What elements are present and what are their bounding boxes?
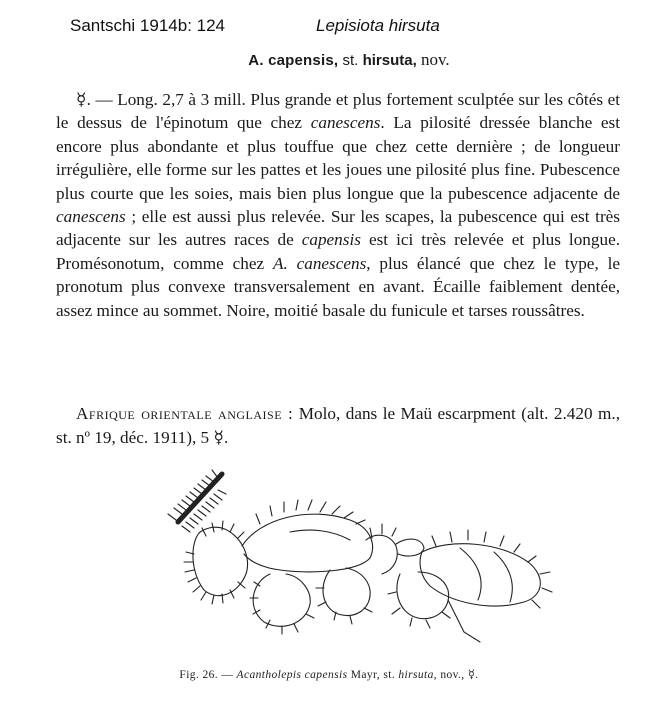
figure-species: Acantholepis capensis [236,669,348,681]
ant-gaster [420,530,552,608]
description-italic: canescens [56,207,126,227]
figure-suffix: nov., ☿. [437,669,479,681]
locality-region: Afrique orientale anglaise : [76,404,294,423]
description-italic: canescens [310,113,381,133]
ant-petiole [366,524,424,574]
description-italic: capensis [301,230,361,250]
description-text: est ici très relevée et plus longue. Promésonotum, comme chez [56,230,620,273]
ant-thorax [242,500,373,572]
ant-head [184,521,248,604]
figure-label: Fig. 26. — [179,669,234,681]
rank-label: st. [342,52,359,69]
ant-illustration [160,462,560,662]
locality-paragraph [56,402,620,450]
species-name: A. capensis, [248,52,339,69]
description-text: . La pilosité dressée blanche est encore plus abondante et plus touffue que chez cette dernière ; de longueur irrégulière, elle forme sur les pattes et les joues une pilosité plus fine. Pubescence plus courte que les soies, mais bien plus longue que la pubescence adjacente de [56,113,620,203]
figure-author: Mayr, st. [347,669,399,681]
locality-text: Molo, dans le Maü escarpment (alt. 2.420 m., st. nº 19, déc. 1911), 5 ☿. [56,404,620,447]
ant-legs [250,568,480,642]
citation-reference: Santschi 1914b: 124 [70,16,226,35]
description-text: , plus élancé que chez le type, le pronotum plus convexe transversalement en avant. Écaille faiblement dentée, assez mince au sommet. Noire, moitié basale du funicule et tarses roussâtres. [56,253,620,320]
subspecies-name: hirsuta, [362,52,417,69]
description-text: ; elle est aussi plus relevée. Sur les scapes, la pubescence qui est très adjacente sur les autres races de [56,207,620,250]
description-paragraph [56,88,620,322]
species-heading [0,50,658,70]
description-italic: A. canescens [272,253,367,273]
taxon-name: Lepisiota hirsuta [316,16,440,35]
figure-caption [0,667,658,681]
figure-subspecies: hirsuta, [398,669,438,681]
status-label: nov. [421,50,450,69]
sex-symbol: ☿ [76,90,87,109]
description-text: . — Long. 2,7 à 3 mill. Plus grande et plus fortement sculptée sur les côtés et le dessus de l'épinotum que chez [56,90,620,133]
antenna-scape [168,470,226,532]
